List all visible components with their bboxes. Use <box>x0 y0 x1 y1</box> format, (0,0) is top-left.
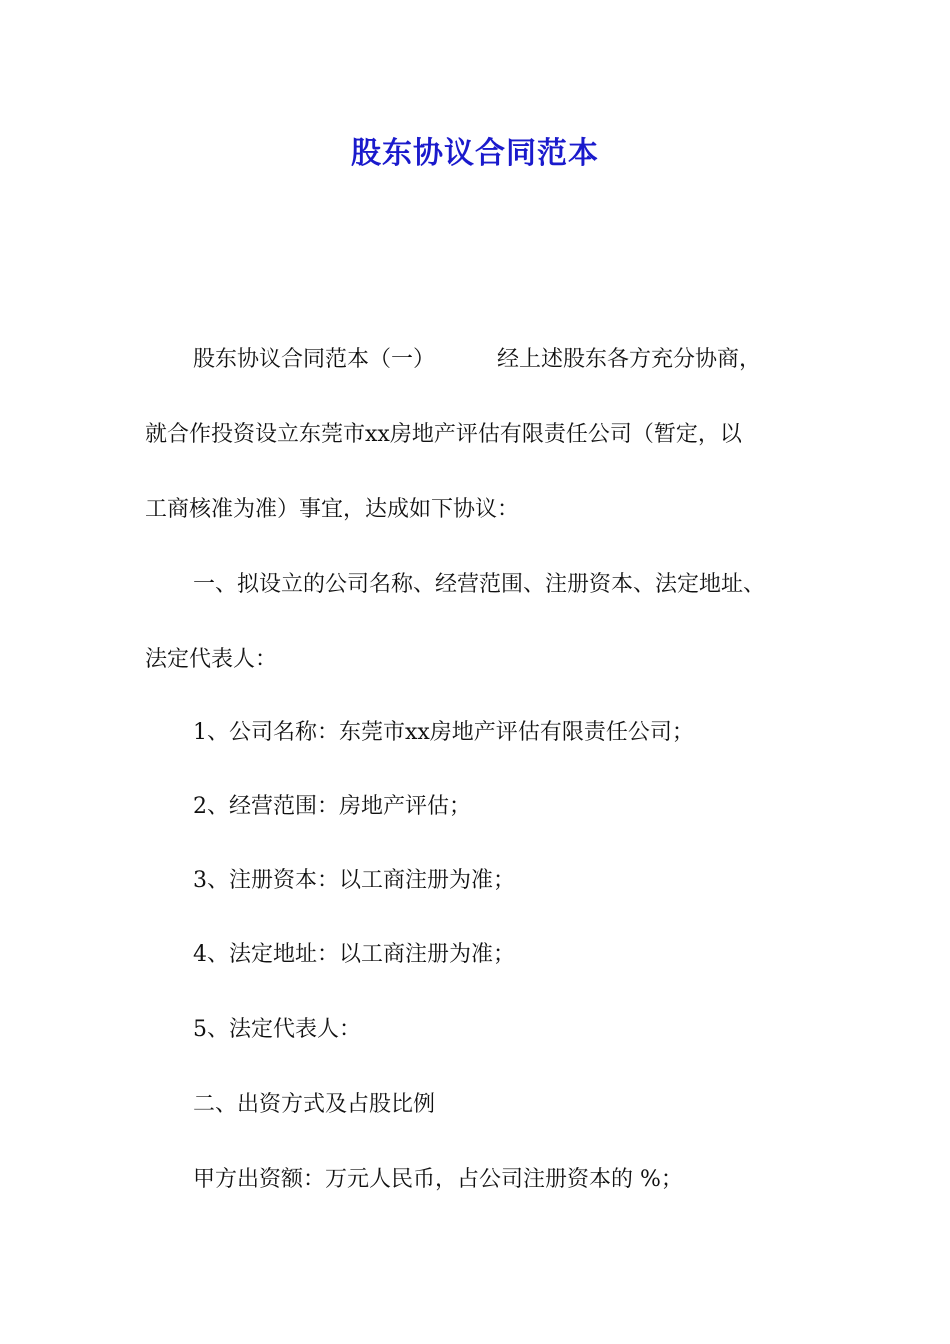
list-item: 5、法定代表人： <box>193 1017 361 1042</box>
intro-text-1: 经上述股东各方充分协商， <box>497 347 762 372</box>
intro-line-1 <box>193 345 893 375</box>
intro-heading: 股东协议合同范本（一） <box>193 347 436 372</box>
list-item: 1、公司名称：东莞市xx房地产评估有限责任公司； <box>193 720 694 745</box>
section-2-heading: 二、出资方式及占股比例 <box>193 1092 436 1117</box>
intro-line-2: 就合作投资设立东莞市xx房地产评估有限责任公司（暂定，以 <box>145 422 742 447</box>
document-title: 股东协议合同范本 <box>351 136 599 171</box>
list-item: 3、注册资本：以工商注册为准； <box>193 868 515 893</box>
list-item: 2、经营范围：房地产评估； <box>193 794 471 819</box>
section-1-heading: 一、拟设立的公司名称、经营范围、注册资本、法定地址、 <box>193 572 766 597</box>
intro-line-3: 工商核准为准）事宜，达成如下协议： <box>145 497 520 522</box>
section-1-heading-cont: 法定代表人： <box>145 647 278 672</box>
list-item: 4、法定地址：以工商注册为准； <box>193 942 515 967</box>
party-a-contribution: 甲方出资额：万元人民币，占公司注册资本的 %； <box>193 1167 683 1192</box>
